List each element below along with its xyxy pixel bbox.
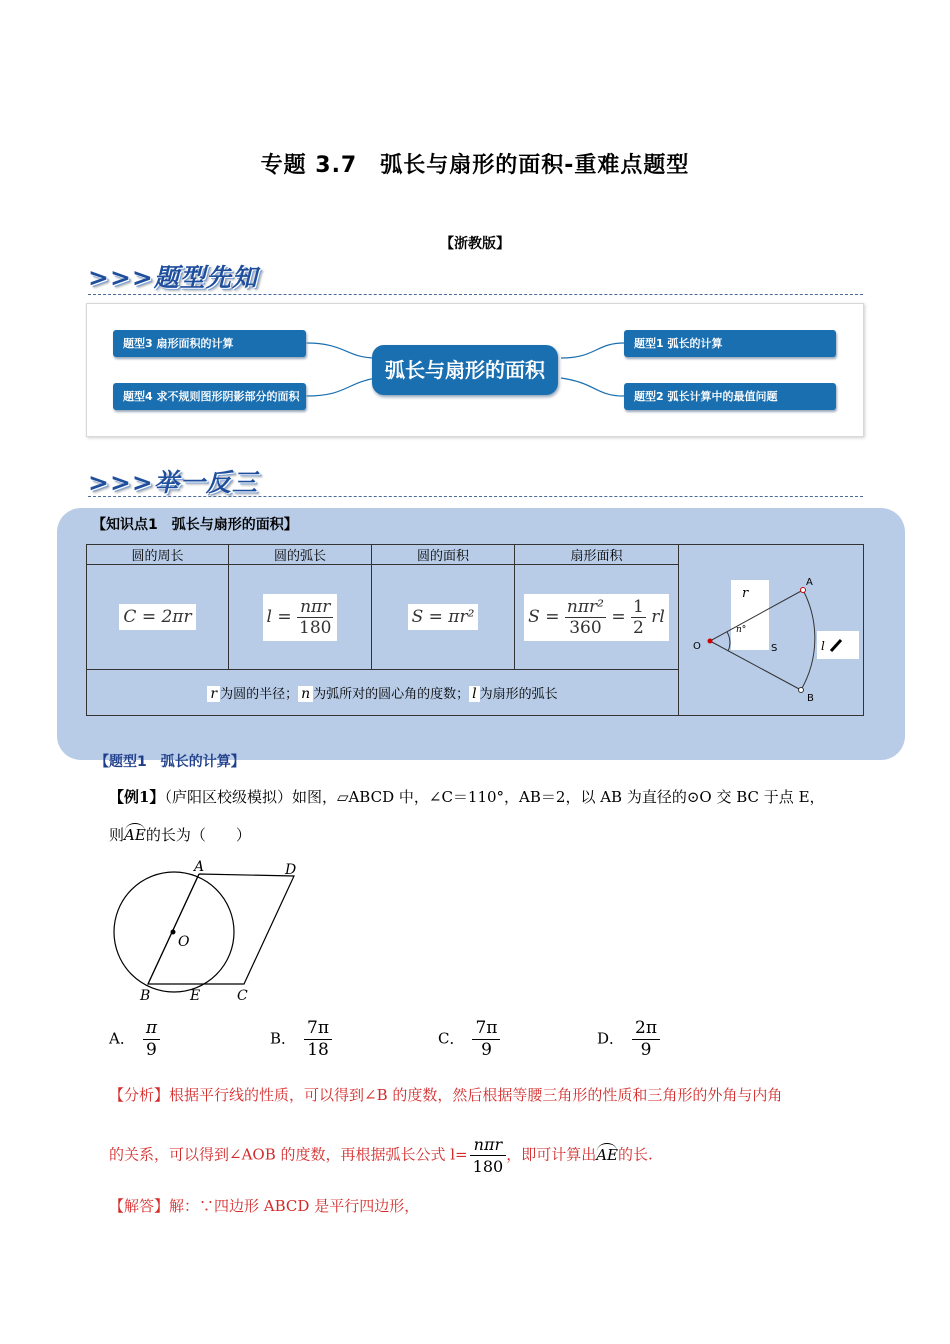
legend-r-text: 为圆的半径； <box>220 687 299 702</box>
header-arc-length: 圆的弧长 <box>229 545 372 565</box>
answer-label: 【解答】 <box>109 1197 170 1215</box>
option-a-fraction <box>143 1018 160 1061</box>
option-a-label: A． <box>109 1029 135 1048</box>
analysis-text-1: 根据平行线的性质，可以得到∠B 的度数，然后根据等腰三角形的性质和三角形的外角与内角 <box>169 1086 783 1104</box>
option-c[interactable] <box>438 1018 500 1061</box>
mindmap-node-type4[interactable]: 题型4 求不规则图形阴影部分的面积 <box>113 383 306 410</box>
formula-half-num: 1 <box>633 596 644 617</box>
formula-sector-lhs: S = <box>528 606 560 627</box>
answer-text: 解：∵四边形 ABCD 是平行四边形， <box>169 1197 420 1215</box>
legend-n-symbol: n <box>298 686 313 702</box>
formula-arc-den: 180 <box>299 617 332 638</box>
problem-type1-heading: 【题型1 弧长的计算】 <box>95 754 245 770</box>
example-figure <box>104 856 314 1006</box>
option-b[interactable] <box>270 1018 332 1061</box>
option-d-num: 2π <box>632 1018 660 1040</box>
option-a[interactable] <box>109 1018 160 1061</box>
option-d[interactable] <box>597 1018 660 1061</box>
label-l: l <box>821 639 825 653</box>
example-label: 【例1】 <box>109 788 165 806</box>
analysis-label: 【分析】 <box>109 1086 170 1104</box>
analysis-arc-ae: AE <box>596 1145 618 1164</box>
option-c-label: C． <box>438 1029 465 1048</box>
option-c-num: 7π <box>472 1018 500 1040</box>
label-b: B <box>807 693 814 704</box>
fig-label-d: D <box>285 862 297 878</box>
formula-circle-area: S = πr² <box>408 604 479 630</box>
mindmap-node-type2[interactable]: 题型2 弧长计算中的最值问题 <box>624 383 836 410</box>
legend-n-text: 为弧所对的圆心角的度数； <box>313 687 470 702</box>
legend-l-text: 为扇形的弧长 <box>479 687 558 702</box>
legend-r-symbol: r <box>207 686 220 702</box>
option-b-label: B． <box>270 1029 297 1048</box>
option-b-num: 7π <box>304 1018 332 1040</box>
formula-arc-length <box>263 594 338 641</box>
formula-half-den: 2 <box>633 617 644 638</box>
option-d-den: 9 <box>640 1040 652 1060</box>
label-n: n° <box>736 625 747 635</box>
knowledge-heading: 【知识点1 弧长与扇形的面积】 <box>92 517 298 533</box>
knowledge-table <box>86 544 864 716</box>
option-a-den: 9 <box>146 1040 157 1060</box>
mindmap-center-node[interactable]: 弧长与扇形的面积 <box>372 345 558 395</box>
section-divider <box>88 294 863 295</box>
mindmap-node-type3[interactable]: 题型3 扇形面积的计算 <box>113 330 306 357</box>
legend-l-symbol: l <box>469 686 479 702</box>
section-heading-preview: >>>题型先知 <box>88 263 258 292</box>
formula-circumference: C = 2πr <box>119 604 195 630</box>
formula-sector-num: nπr² <box>566 596 604 617</box>
mindmap-node-type1[interactable]: 题型1 弧长的计算 <box>624 330 836 357</box>
page-title: 专题 3.7 弧长与扇形的面积-重难点题型 <box>260 153 690 178</box>
label-o: O <box>693 641 701 652</box>
stem-line2-post: 的长为（ ） <box>145 826 251 844</box>
fig-label-o: O <box>178 934 190 950</box>
option-b-den: 18 <box>307 1040 329 1060</box>
option-c-fraction <box>472 1018 500 1061</box>
formula-half-fraction <box>631 597 646 638</box>
formula-legend <box>87 670 679 716</box>
label-r: r <box>742 586 749 601</box>
formula-sector-den: 360 <box>569 617 602 638</box>
analysis-line1 <box>109 1084 869 1105</box>
formula-sector-area <box>524 594 669 641</box>
example-stem-line1 <box>109 786 825 807</box>
option-d-label: D． <box>597 1029 625 1048</box>
formula-cell-circumference <box>87 565 229 670</box>
stem-line2-pre: 则 <box>109 826 125 844</box>
analysis-formula <box>470 1134 507 1177</box>
header-circumference: 圆的周长 <box>87 545 229 565</box>
label-s: S <box>771 643 778 654</box>
label-a: A <box>806 577 813 588</box>
analysis-formula-num: nπr <box>470 1134 507 1156</box>
answer-line <box>109 1195 419 1216</box>
fig-label-c: C <box>237 988 248 1004</box>
example-stem-text: （庐阳区校级模拟）如图，▱ABCD 中，∠C＝110°，AB＝2，以 AB 为直径的⊙O 交 BC 于点 E， <box>164 788 825 806</box>
option-a-num: π <box>143 1018 160 1040</box>
fig-label-a: A <box>194 859 205 875</box>
option-b-fraction <box>304 1018 332 1061</box>
analysis-text-2-post: 的长. <box>618 1145 653 1164</box>
header-sector-area: 扇形面积 <box>515 545 679 565</box>
sector-diagram <box>679 545 863 715</box>
analysis-text-2-mid: ，即可计算出 <box>506 1145 597 1164</box>
formula-arc-lhs: l = <box>266 606 292 627</box>
sector-diagram-cell <box>679 545 864 716</box>
formula-cell-sector-area <box>515 565 679 670</box>
option-c-den: 9 <box>481 1040 492 1060</box>
formula-sector-fraction <box>565 597 606 638</box>
analysis-line2 <box>109 1134 653 1177</box>
fig-label-e: E <box>190 988 201 1004</box>
section-divider <box>88 496 863 497</box>
analysis-formula-den: 180 <box>472 1157 504 1176</box>
option-d-fraction <box>632 1018 660 1061</box>
section-heading-practice: >>>举一反三 <box>88 468 258 497</box>
formula-sector-eq: = <box>611 606 626 627</box>
analysis-text-2-pre: 的关系，可以得到∠AOB 的度数，再根据弧长公式 l= <box>109 1145 468 1164</box>
example-stem-line2 <box>109 824 251 845</box>
edition-label: 【浙教版】 <box>440 236 510 252</box>
formula-sector-tail: rl <box>651 606 665 627</box>
formula-arc-fraction <box>297 597 333 638</box>
formula-arc-num: nπr <box>297 597 333 618</box>
formula-cell-arc-length <box>229 565 372 670</box>
fig-label-b: B <box>140 988 151 1004</box>
formula-cell-circle-area <box>372 565 515 670</box>
header-circle-area: 圆的面积 <box>372 545 515 565</box>
stem-arc-ae: AE <box>124 826 146 844</box>
